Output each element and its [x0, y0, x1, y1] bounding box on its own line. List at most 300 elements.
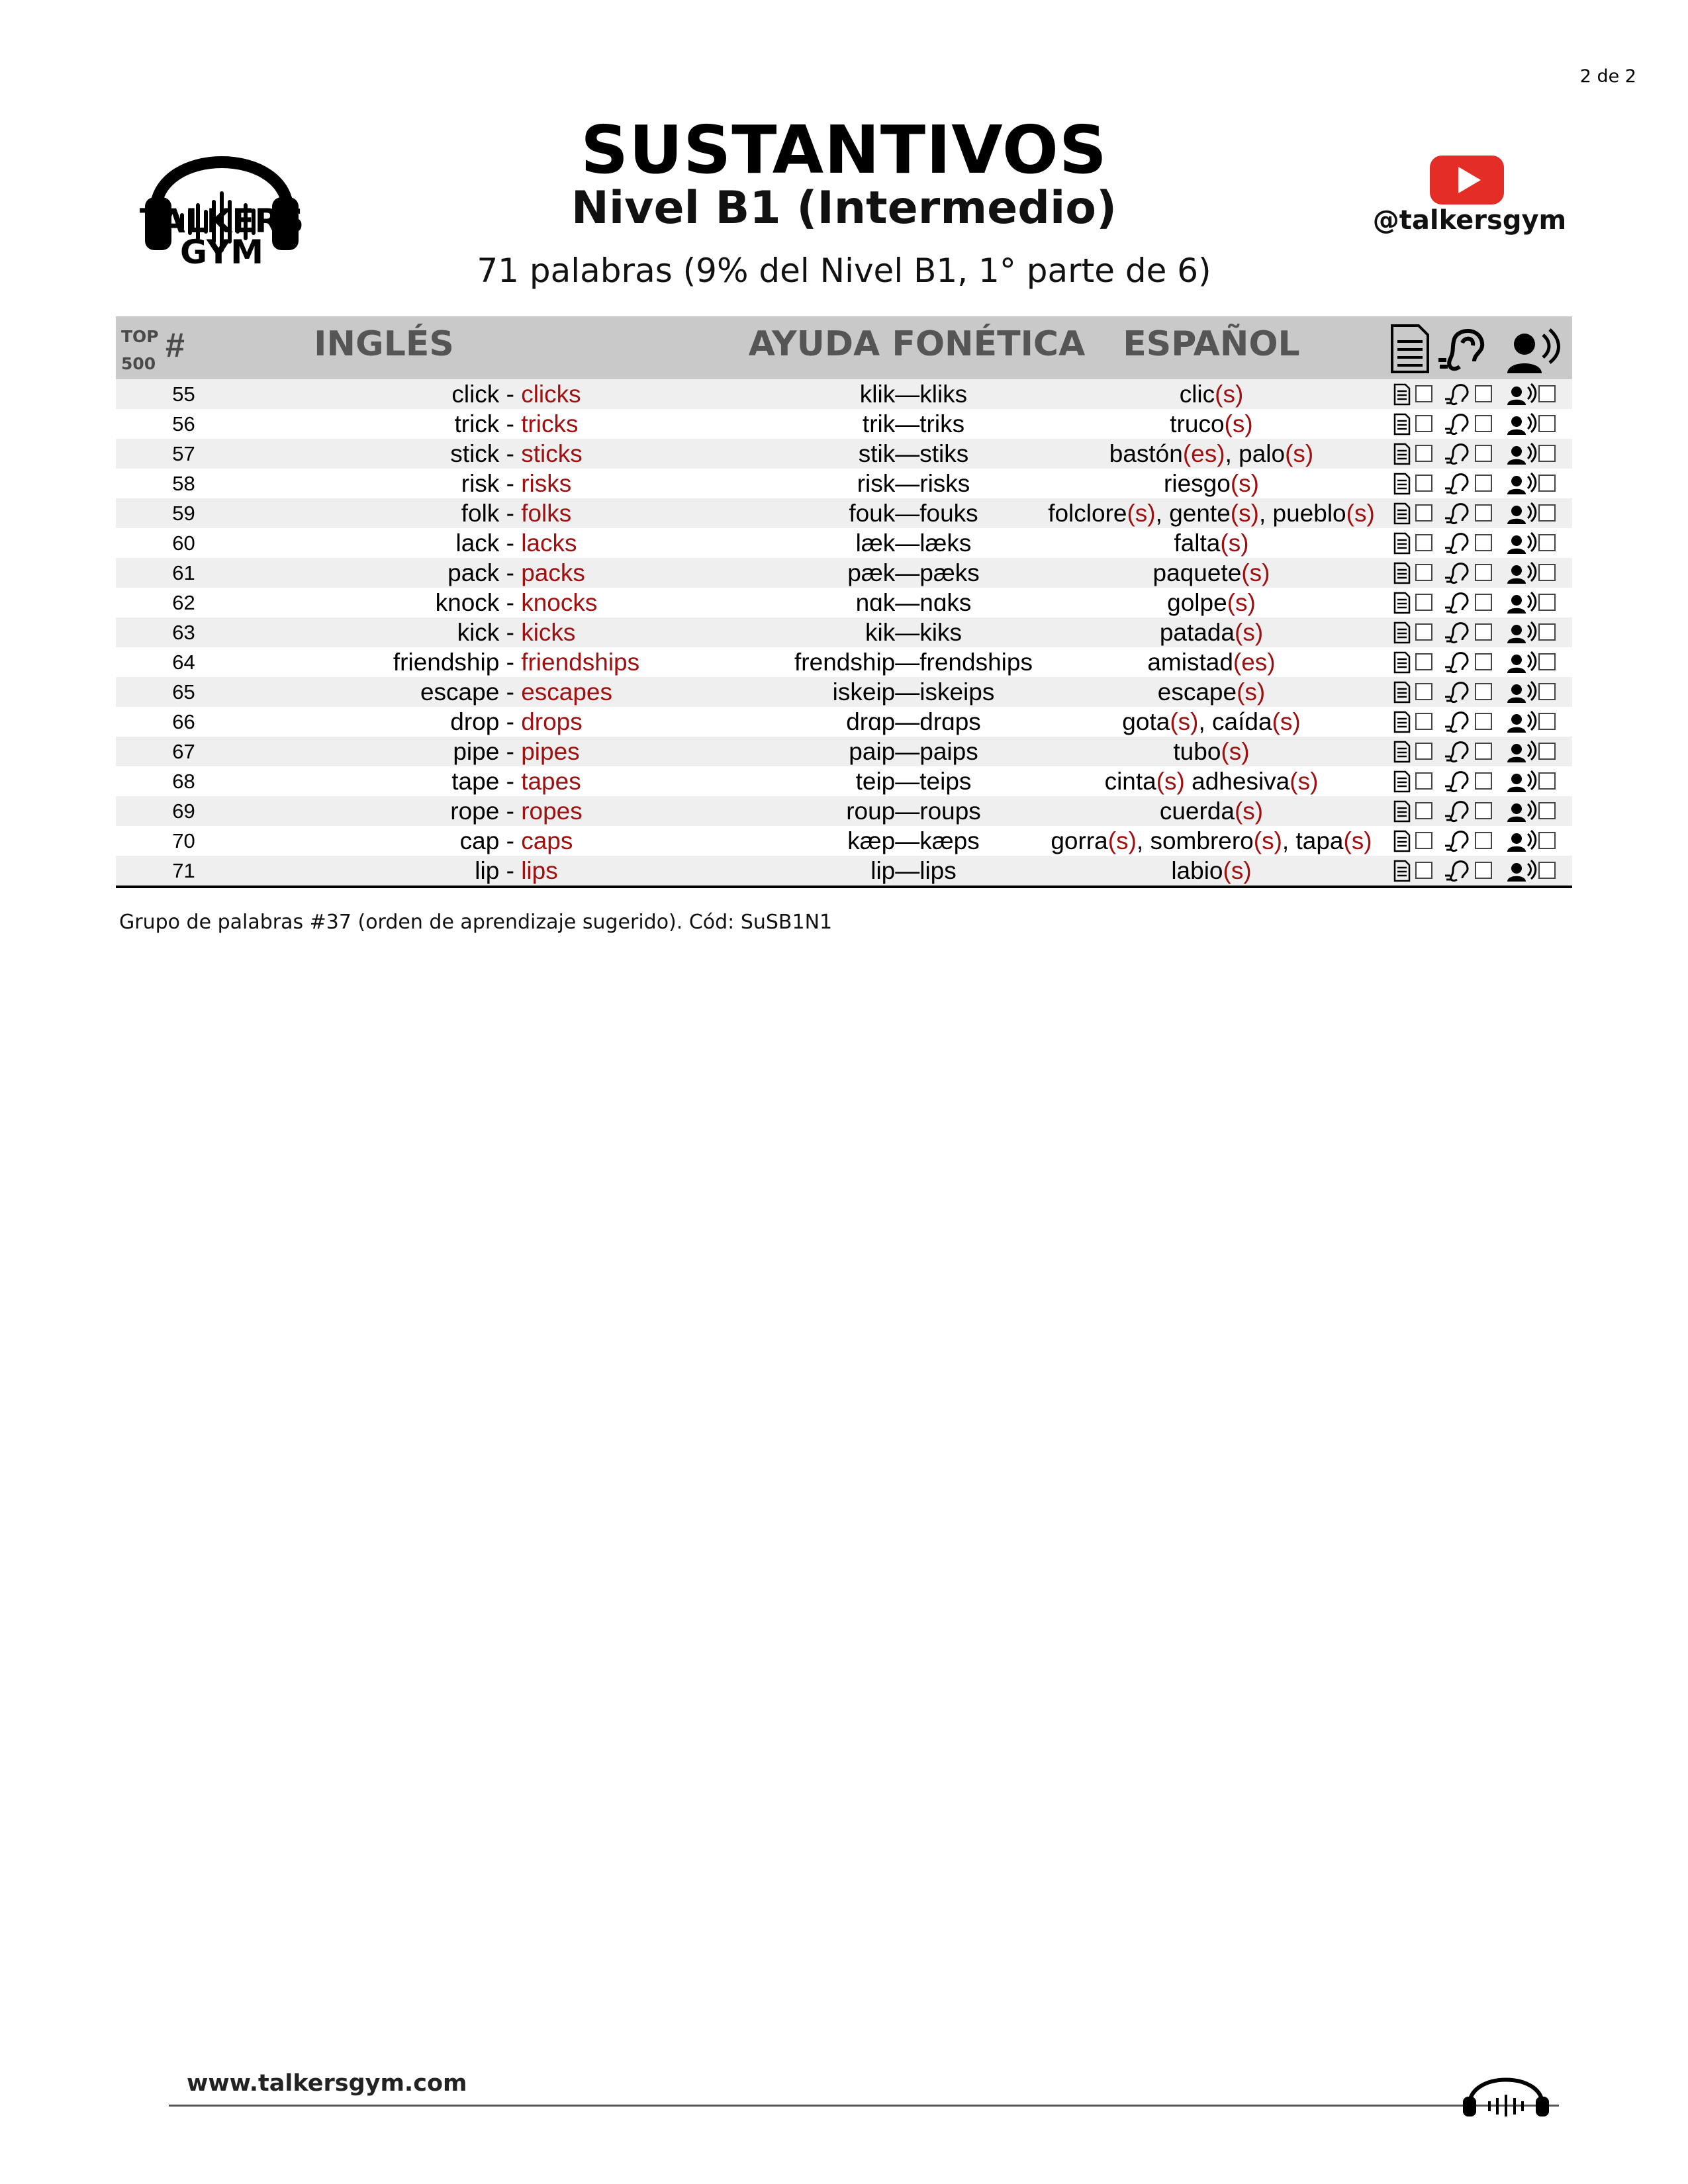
spanish-text: gota — [1122, 708, 1170, 735]
ear-icon — [1445, 772, 1468, 792]
row-number: 70 — [172, 829, 195, 852]
speak-checkbox[interactable] — [1539, 803, 1555, 819]
english-word — [252, 677, 781, 707]
read-checkbox[interactable] — [1416, 624, 1432, 640]
speak-checkbox[interactable] — [1539, 862, 1555, 878]
spanish-plural-suffix: (s) — [1234, 797, 1264, 825]
speak-checkbox[interactable] — [1539, 386, 1555, 402]
logo-text-line2: GYM — [180, 233, 263, 271]
practice-checklist — [1392, 709, 1572, 735]
speak-checkbox[interactable] — [1539, 833, 1555, 848]
ear-icon — [1445, 683, 1468, 702]
row-number: 63 — [172, 621, 195, 644]
document-icon — [1395, 533, 1409, 553]
read-checkbox[interactable] — [1416, 416, 1432, 432]
english-word — [252, 707, 781, 737]
practice-icons-header — [1387, 320, 1572, 376]
read-checkbox[interactable] — [1416, 505, 1432, 521]
spanish-text: bastón — [1109, 440, 1183, 467]
listen-checkbox[interactable] — [1476, 594, 1491, 610]
english-singular: folk - — [461, 500, 522, 527]
phonetic-hint: kik—kiks — [865, 619, 962, 646]
spanish-translation — [1033, 796, 1390, 826]
spanish-plural-suffix: (s) — [1107, 827, 1137, 854]
english-plural: tricks — [521, 410, 579, 437]
spanish-text: , tapa — [1282, 827, 1344, 854]
practice-checklist — [1392, 680, 1572, 705]
ear-icon — [1445, 653, 1468, 672]
speak-checkbox[interactable] — [1539, 535, 1555, 551]
page-title: SUSTANTIVOS — [581, 111, 1107, 189]
spanish-plural-suffix: (s) — [1227, 589, 1256, 616]
ear-icon — [1445, 564, 1468, 583]
document-icon — [1395, 861, 1409, 881]
speaking-person-icon — [1507, 741, 1536, 762]
document-icon — [1395, 623, 1409, 643]
speak-checkbox[interactable] — [1539, 565, 1555, 580]
table-row — [116, 617, 1572, 647]
speaking-person-icon — [1507, 533, 1536, 554]
listen-checkbox[interactable] — [1476, 505, 1491, 521]
spanish-plural-suffix: (s) — [1289, 768, 1319, 795]
phonetic-hint: frendship—frendships — [794, 649, 1033, 676]
read-checkbox[interactable] — [1416, 833, 1432, 848]
spanish-text: riesgo — [1164, 470, 1231, 497]
english-plural: ropes — [521, 797, 583, 825]
spanish-text: gorra — [1051, 827, 1108, 854]
document-icon — [1395, 682, 1409, 702]
listen-checkbox[interactable] — [1476, 416, 1491, 432]
spanish-translation — [1033, 528, 1390, 558]
english-plural: escapes — [521, 678, 612, 705]
ear-icon — [1445, 475, 1468, 494]
spanish-plural-suffix: (s) — [1272, 708, 1301, 735]
spanish-plural-suffix: (s) — [1241, 559, 1270, 586]
row-number: 64 — [172, 651, 195, 674]
spanish-translation — [1033, 439, 1390, 469]
spanish-text: , sombrero — [1136, 827, 1254, 854]
english-singular: trick - — [454, 410, 522, 437]
spanish-translation — [1033, 379, 1390, 409]
table-row — [116, 379, 1572, 409]
row-number: 68 — [172, 770, 195, 793]
spanish-translation — [1033, 737, 1390, 766]
english-singular: lack - — [455, 529, 522, 557]
phonetic-hint: fouk—fouks — [849, 500, 978, 527]
spanish-text: , gente — [1155, 500, 1231, 527]
english-singular: tape - — [451, 768, 522, 795]
english-word — [252, 469, 781, 498]
speak-checkbox[interactable] — [1539, 684, 1555, 700]
english-singular: pack - — [447, 559, 522, 586]
spanish-translation — [1033, 588, 1390, 617]
ear-icon — [1445, 623, 1468, 643]
speak-checkbox[interactable] — [1539, 743, 1555, 759]
ear-icon — [1445, 743, 1468, 762]
ear-icon — [1445, 415, 1468, 434]
listen-checkbox[interactable] — [1476, 713, 1491, 729]
spanish-text: truco — [1170, 410, 1225, 437]
document-icon — [1395, 801, 1409, 821]
speaking-person-icon — [1507, 473, 1536, 494]
document-icon — [1395, 474, 1409, 494]
practice-checklist — [1392, 561, 1572, 586]
read-checkbox[interactable] — [1416, 535, 1432, 551]
table-row — [116, 856, 1572, 886]
english-singular: rope - — [450, 797, 522, 825]
spanish-text: clic — [1179, 381, 1215, 408]
speaking-person-icon — [1507, 414, 1536, 435]
phonetic-hint: pæk—pæks — [847, 559, 980, 586]
english-plural: knocks — [521, 589, 598, 616]
english-singular: pipe - — [453, 738, 522, 765]
ear-icon — [1438, 331, 1482, 369]
read-checkbox[interactable] — [1416, 565, 1432, 580]
practice-checklist — [1392, 382, 1572, 407]
row-number: 61 — [172, 561, 195, 584]
speak-checkbox[interactable] — [1539, 624, 1555, 640]
english-word — [252, 647, 781, 677]
document-icon — [1395, 772, 1409, 792]
read-checkbox[interactable] — [1416, 475, 1432, 491]
speaking-person-icon — [1507, 831, 1536, 852]
ear-icon — [1445, 504, 1468, 523]
spanish-translation — [1033, 707, 1390, 737]
read-checkbox[interactable] — [1416, 594, 1432, 610]
spanish-text: falta — [1174, 529, 1221, 557]
phonetic-hint: læk—læks — [855, 529, 972, 557]
row-number: 60 — [172, 531, 195, 555]
english-plural: tapes — [521, 768, 581, 795]
ear-icon — [1445, 594, 1468, 613]
practice-checklist — [1392, 799, 1572, 824]
english-plural: pipes — [521, 738, 580, 765]
read-checkbox[interactable] — [1416, 445, 1432, 461]
play-icon — [1458, 167, 1481, 193]
speaking-person-icon — [1507, 801, 1536, 822]
phonetic-hint: lip—lips — [870, 857, 957, 884]
phonetic-hint: paip—paips — [849, 738, 978, 765]
english-singular: escape - — [420, 678, 522, 705]
english-word — [252, 766, 781, 796]
row-number: 59 — [172, 502, 195, 525]
english-word — [252, 409, 781, 439]
spanish-translation — [1033, 826, 1390, 856]
spanish-text: paquete — [1152, 559, 1242, 586]
ear-icon — [1445, 862, 1468, 881]
spanish-plural-suffix: (s) — [1156, 768, 1185, 795]
spanish-text: adhesiva — [1184, 768, 1290, 795]
row-number: 55 — [172, 383, 195, 406]
english-plural: lips — [521, 857, 558, 884]
speaking-person-icon — [1507, 384, 1536, 405]
listen-checkbox[interactable] — [1476, 475, 1491, 491]
listen-checkbox[interactable] — [1476, 624, 1491, 640]
page-subtitle: Nivel B1 (Intermedio) — [571, 182, 1117, 234]
youtube-handle[interactable]: @talkersgym — [1372, 205, 1567, 236]
listen-checkbox[interactable] — [1476, 803, 1491, 819]
document-icon — [1395, 444, 1409, 464]
document-icon — [1395, 414, 1409, 434]
table-row — [116, 707, 1572, 737]
table-row — [116, 498, 1572, 528]
logo-text-line1: TALKERS — [139, 202, 305, 240]
speaking-person-icon — [1507, 503, 1536, 524]
english-plural: drops — [521, 708, 583, 735]
speak-checkbox[interactable] — [1539, 713, 1555, 729]
word-group-caption: Grupo de palabras #37 (orden de aprendizaje sugerido). Cód: SuSB1N1 — [119, 911, 833, 934]
listen-checkbox[interactable] — [1476, 862, 1491, 878]
spanish-text: , pueblo — [1258, 500, 1346, 527]
phonetic-hint: teip—teips — [855, 768, 972, 795]
document-icon — [1392, 326, 1428, 372]
phonetic-hint: kæp—kæps — [847, 827, 980, 854]
spanish-translation — [1033, 677, 1390, 707]
word-count: 71 palabras (9% del Nivel B1, 1° parte de 6) — [477, 251, 1211, 290]
spanish-translation — [1033, 766, 1390, 796]
spanish-text: golpe — [1167, 589, 1227, 616]
english-singular: risk - — [461, 470, 522, 497]
english-plural: friendships — [521, 649, 640, 676]
document-icon — [1395, 712, 1409, 732]
practice-checklist — [1392, 531, 1572, 556]
spanish-plural-suffix: (s) — [1237, 678, 1266, 705]
listen-checkbox[interactable] — [1476, 743, 1491, 759]
speaking-person-icon — [1507, 771, 1536, 792]
practice-checklist — [1392, 501, 1572, 526]
table-row — [116, 647, 1572, 677]
speaking-person-icon — [1507, 652, 1536, 673]
ear-icon — [1445, 445, 1468, 464]
footer-rule — [169, 2105, 1559, 2107]
table-body — [116, 379, 1572, 886]
english-singular: drop - — [450, 708, 522, 735]
row-number: 66 — [172, 710, 195, 733]
document-icon — [1395, 385, 1409, 404]
spanish-plural-suffix: (s) — [1343, 827, 1372, 854]
speak-checkbox[interactable] — [1539, 594, 1555, 610]
row-number: 69 — [172, 799, 195, 823]
english-word — [252, 617, 781, 647]
spanish-translation — [1033, 647, 1390, 677]
english-plural: kicks — [521, 619, 576, 646]
spanish-translation — [1033, 498, 1390, 528]
spanish-translation — [1033, 469, 1390, 498]
speak-checkbox[interactable] — [1539, 773, 1555, 789]
english-plural: clicks — [521, 381, 581, 408]
practice-checklist — [1392, 650, 1572, 675]
ear-icon — [1445, 534, 1468, 553]
row-number: 71 — [172, 859, 195, 882]
english-plural: sticks — [521, 440, 583, 467]
spanish-text: cinta — [1104, 768, 1156, 795]
row-number: 65 — [172, 680, 195, 704]
read-checkbox[interactable] — [1416, 684, 1432, 700]
spanish-text: amistad — [1147, 649, 1233, 676]
english-word — [252, 439, 781, 469]
speaking-person-icon — [1507, 711, 1536, 733]
english-singular: click - — [451, 381, 522, 408]
listen-checkbox[interactable] — [1476, 445, 1491, 461]
document-icon — [1395, 563, 1409, 583]
table-row — [116, 469, 1572, 498]
table-row — [116, 826, 1572, 856]
table-row — [116, 677, 1572, 707]
speak-checkbox[interactable] — [1539, 475, 1555, 491]
speaking-person-icon — [1507, 622, 1536, 643]
phonetic-hint: iskeip—iskeips — [832, 678, 995, 705]
english-word — [252, 498, 781, 528]
phonetic-hint: stik—stiks — [858, 440, 969, 467]
listen-checkbox[interactable] — [1476, 654, 1491, 670]
phonetic-hint: roup—roups — [846, 797, 981, 825]
listen-checkbox[interactable] — [1476, 833, 1491, 848]
ear-icon — [1445, 832, 1468, 851]
english-word — [252, 737, 781, 766]
document-icon — [1395, 653, 1409, 672]
english-word — [252, 856, 781, 886]
read-checkbox[interactable] — [1416, 713, 1432, 729]
document-icon — [1395, 831, 1409, 851]
practice-checklist — [1392, 858, 1572, 884]
table-bottom-rule — [116, 886, 1572, 888]
english-word — [252, 826, 781, 856]
practice-checklist — [1392, 412, 1572, 437]
speak-checkbox[interactable] — [1539, 654, 1555, 670]
spanish-text: , palo — [1225, 440, 1286, 467]
spanish-plural-suffix: (s) — [1220, 529, 1249, 557]
practice-checklist — [1392, 590, 1572, 615]
spanish-text: labio — [1171, 857, 1223, 884]
read-checkbox[interactable] — [1416, 654, 1432, 670]
english-plural: folks — [521, 500, 572, 527]
spanish-plural-suffix: (s) — [1285, 440, 1314, 467]
english-word — [252, 379, 781, 409]
spanish-text: patada — [1159, 619, 1235, 646]
spanish-plural-suffix: (s) — [1235, 619, 1264, 646]
top-label: TOP — [121, 327, 159, 346]
footer-url[interactable]: www.talkersgym.com — [187, 2070, 467, 2097]
page-number: 2 de 2 — [1579, 66, 1636, 87]
english-singular: stick - — [450, 440, 522, 467]
listen-checkbox[interactable] — [1476, 386, 1491, 402]
english-word — [252, 528, 781, 558]
row-number: 57 — [172, 442, 195, 465]
top-500-number: 500 — [121, 354, 156, 373]
speaking-person-icon — [1507, 682, 1536, 703]
speaking-person-icon — [1507, 443, 1536, 465]
english-header: INGLÉS — [314, 324, 454, 364]
speaking-person-icon — [1507, 860, 1536, 882]
table-row — [116, 439, 1572, 469]
spanish-plural-suffix: (s) — [1215, 381, 1244, 408]
spanish-plural-suffix: (s) — [1230, 470, 1259, 497]
read-checkbox[interactable] — [1416, 862, 1432, 878]
spanish-plural-suffix: (s) — [1221, 738, 1250, 765]
table-header — [116, 316, 1572, 379]
spanish-plural-suffix: (s) — [1346, 500, 1375, 527]
phonetic-hint: nɑk—nɑks — [855, 589, 972, 616]
practice-checklist — [1392, 441, 1572, 467]
ear-icon — [1445, 385, 1468, 404]
spanish-translation — [1033, 617, 1390, 647]
row-number: 56 — [172, 412, 195, 435]
table-row — [116, 409, 1572, 439]
speaking-person-icon — [1507, 592, 1536, 614]
english-word — [252, 588, 781, 617]
speak-checkbox[interactable] — [1539, 505, 1555, 521]
read-checkbox[interactable] — [1416, 773, 1432, 789]
speak-checkbox[interactable] — [1539, 445, 1555, 461]
spanish-translation — [1033, 558, 1390, 588]
speak-checkbox[interactable] — [1539, 416, 1555, 432]
listen-checkbox[interactable] — [1476, 773, 1491, 789]
english-singular: knock - — [435, 589, 522, 616]
row-number: 67 — [172, 740, 195, 763]
read-checkbox[interactable] — [1416, 803, 1432, 819]
spanish-text: , caída — [1198, 708, 1272, 735]
table-row — [116, 737, 1572, 766]
english-singular: friendship - — [393, 649, 522, 676]
practice-checklist — [1392, 620, 1572, 645]
spanish-plural-suffix: (es) — [1233, 649, 1276, 676]
listen-checkbox[interactable] — [1476, 684, 1491, 700]
table-row — [116, 528, 1572, 558]
read-checkbox[interactable] — [1416, 743, 1432, 759]
spanish-plural-suffix: (es) — [1182, 440, 1225, 467]
spanish-plural-suffix: (s) — [1230, 500, 1259, 527]
spanish-plural-suffix: (s) — [1253, 827, 1282, 854]
document-icon — [1395, 742, 1409, 762]
spanish-translation — [1033, 856, 1390, 886]
phonetic-hint: trik—triks — [862, 410, 965, 437]
speaking-person-icon — [1507, 330, 1559, 373]
spanish-text: cuerda — [1159, 797, 1235, 825]
table-row — [116, 558, 1572, 588]
practice-checklist — [1392, 471, 1572, 496]
table-row — [116, 766, 1572, 796]
table-row — [116, 588, 1572, 617]
practice-checklist — [1392, 769, 1572, 794]
ear-icon — [1445, 713, 1468, 732]
spanish-text: escape — [1157, 678, 1237, 705]
spanish-text: folclore — [1048, 500, 1127, 527]
phonetic-hint: drɑp—drɑps — [846, 708, 981, 735]
listen-checkbox[interactable] — [1476, 565, 1491, 580]
table-row — [116, 796, 1572, 826]
practice-checklist — [1392, 739, 1572, 764]
top-500-label — [121, 323, 159, 377]
english-singular: lip - — [475, 857, 522, 884]
english-singular: cap - — [459, 827, 522, 854]
read-checkbox[interactable] — [1416, 386, 1432, 402]
practice-checklist — [1392, 829, 1572, 854]
phonetic-hint: klik—kliks — [859, 381, 968, 408]
english-word — [252, 796, 781, 826]
english-singular: kick - — [457, 619, 522, 646]
spanish-plural-suffix: (s) — [1170, 708, 1199, 735]
phonetic-header: AYUDA FONÉTICA — [748, 324, 1086, 364]
speaking-person-icon — [1507, 563, 1536, 584]
document-icon — [1395, 593, 1409, 613]
spanish-translation — [1033, 409, 1390, 439]
listen-checkbox[interactable] — [1476, 535, 1491, 551]
english-plural: lacks — [521, 529, 577, 557]
spanish-text: tubo — [1173, 738, 1221, 765]
english-plural: packs — [521, 559, 585, 586]
row-number: 62 — [172, 591, 195, 614]
number-header: # — [165, 326, 185, 365]
